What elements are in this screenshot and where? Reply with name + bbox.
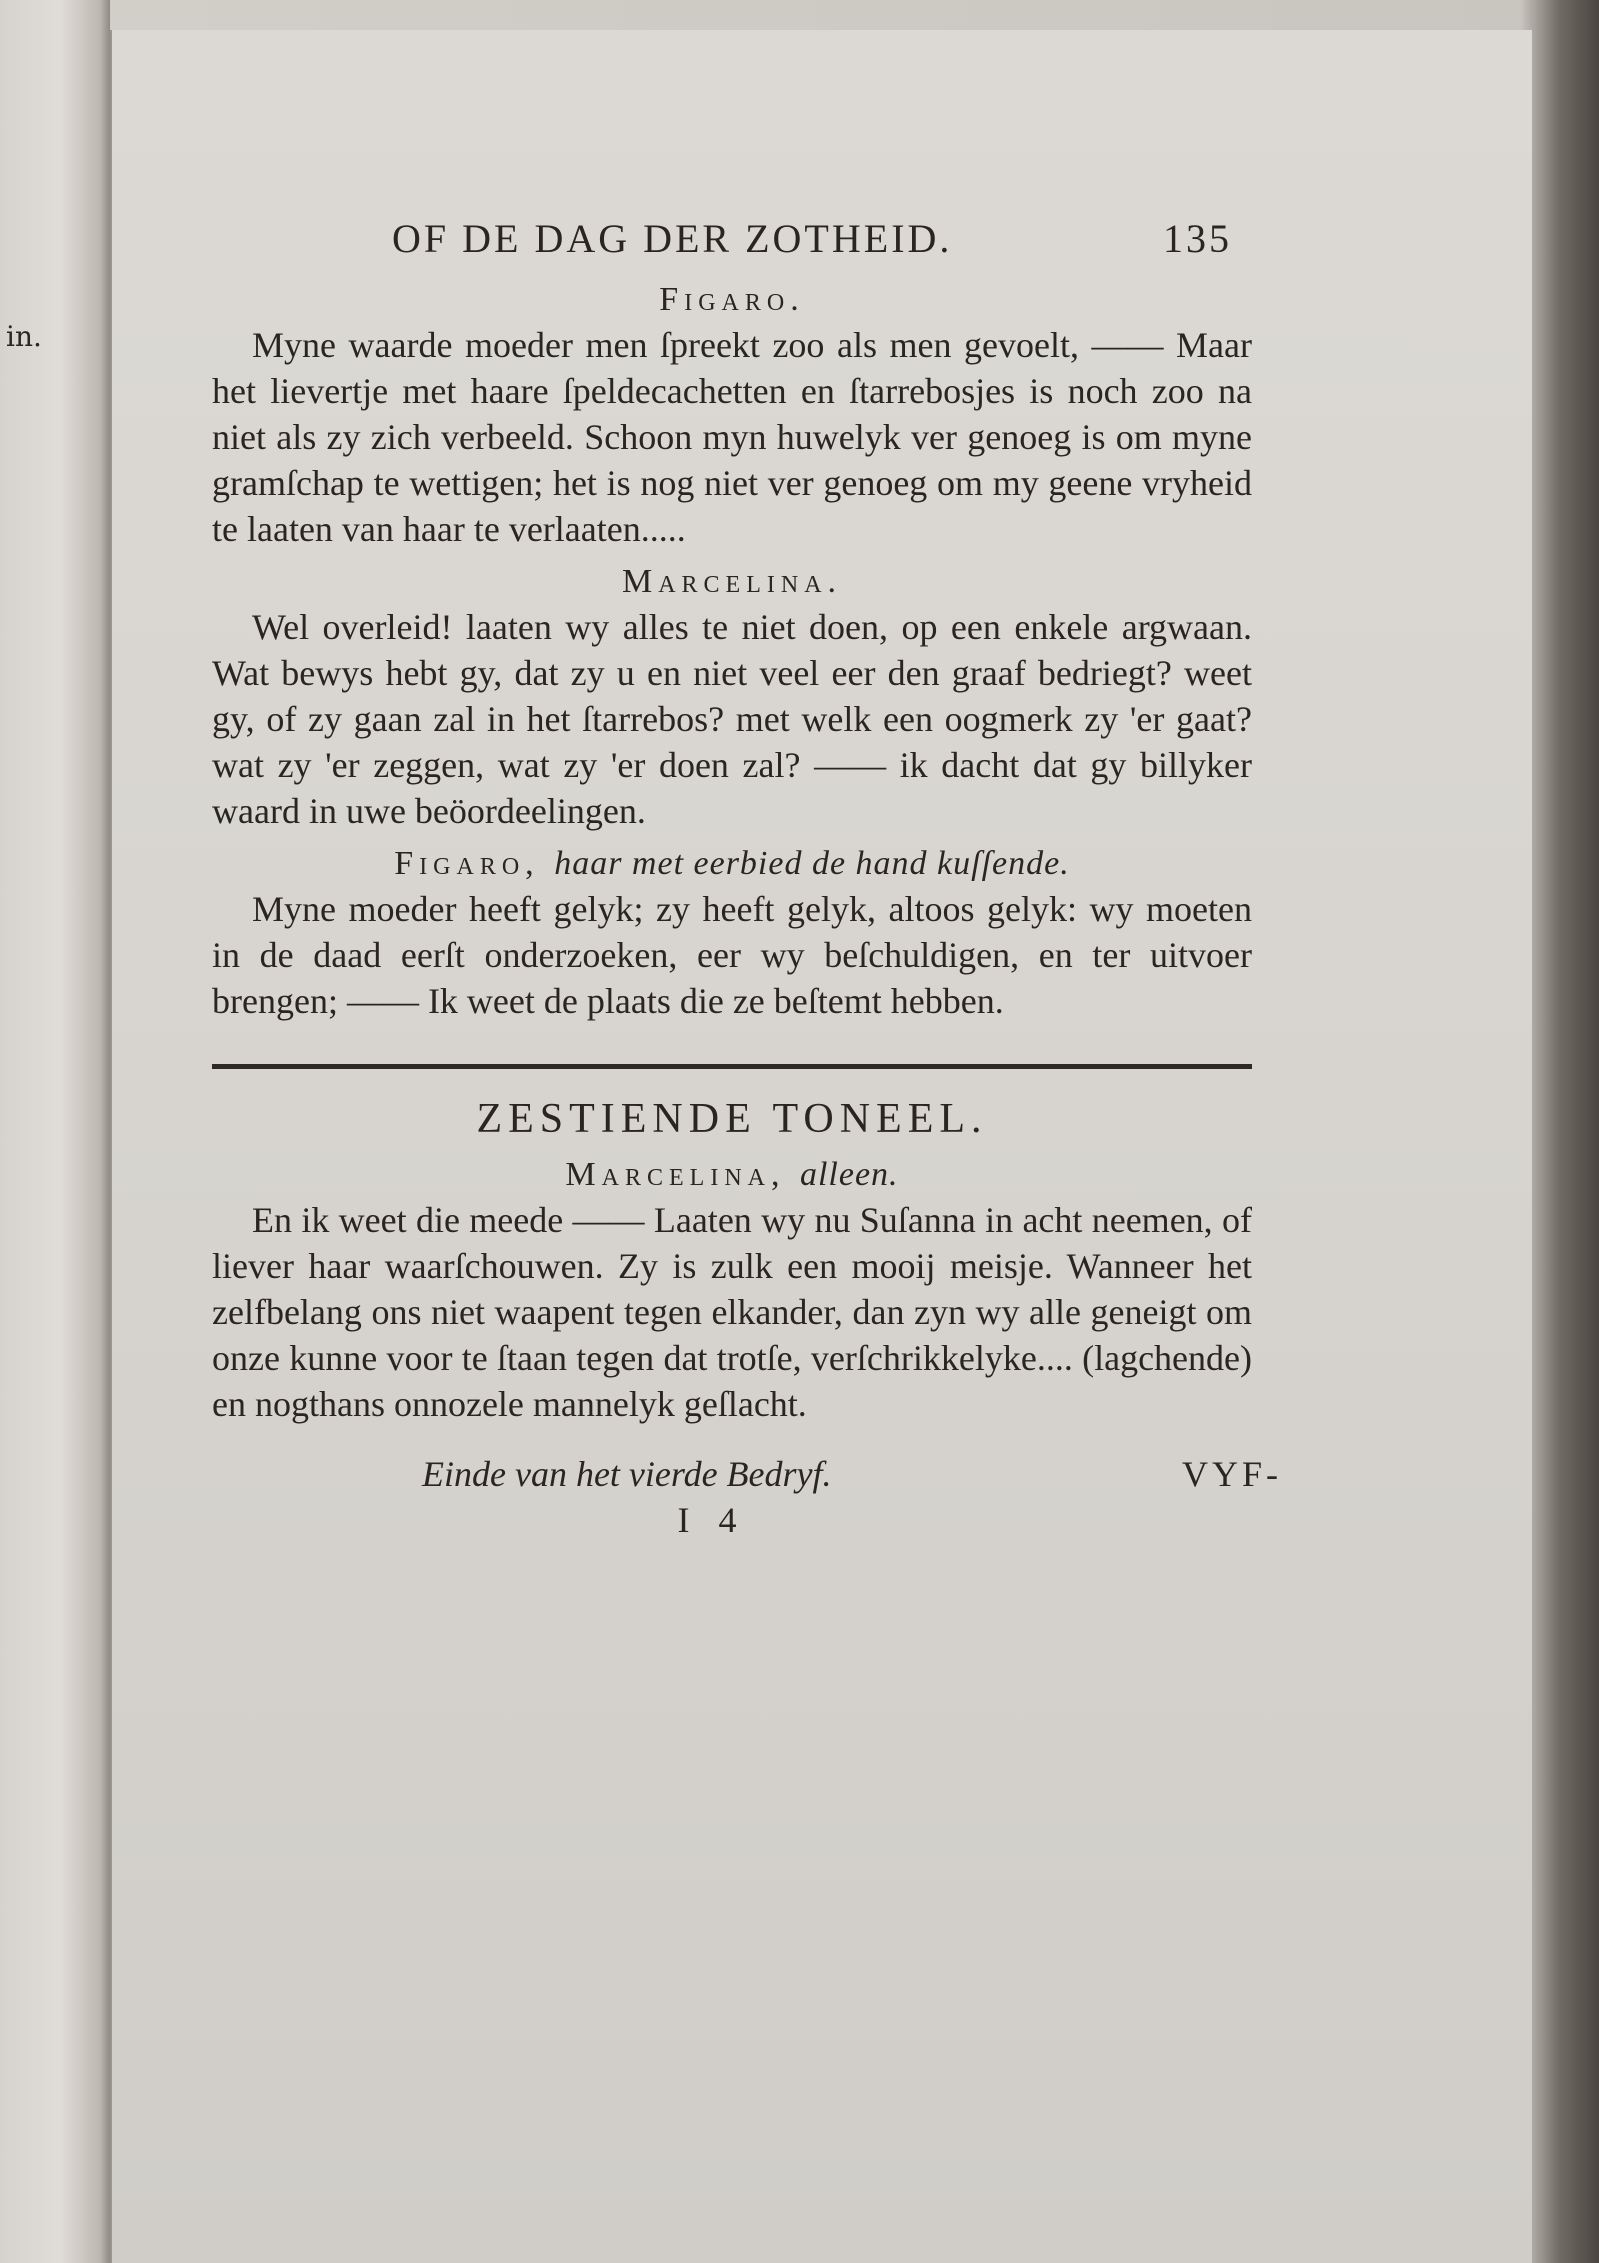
speech-marcelina-2: En ik weet die meede —— Laaten wy nu Suſanna in acht neemen, of liever haar waarſchouwen. Zy is zulk een mooij meisje. Wanneer het zelfbelang ons niet waapent tegen elkander, dan zyn wy alle geneigt om onze kunne voor te ſtaan tegen dat trotſe, verſchrikkelyke.... (lagchende) en nogthans onnozele mannelyk geſlacht. [212, 1200, 1252, 1424]
left-page-mark: in. [6, 320, 42, 353]
page-number: 135 [1163, 216, 1232, 261]
speech-figaro-1: Myne waarde moeder men ſpreekt zoo als men gevoelt, —— Maar het lievertje met haare ſpeldecachetten en ſtarrebosjes is noch zoo na niet als zy zich verbeeld. Schoon myn huwelyk ver genoeg is om myne gramſchap te wettigen; het is nog niet ver genoeg om my geene vryheid te laaten van haar te verlaaten..... [212, 325, 1252, 549]
page-text-block [212, 215, 1282, 1541]
stage-direction-figaro-2: haar met eerbied de hand kuſſende. [554, 845, 1070, 882]
scene-divider [212, 1064, 1252, 1069]
speaker-figaro-1: Figaro. [659, 281, 805, 318]
end-of-act-note: Einde van het vierde Bedryf. [422, 1454, 832, 1494]
speaker-figaro-2 [212, 842, 1252, 886]
stage-direction-marcelina-2: alleen. [799, 1156, 899, 1193]
signature-mark: I 4 [677, 1500, 747, 1540]
speaker-marcelina-2 [212, 1153, 1252, 1197]
book-page [110, 30, 1532, 2263]
left-page-edge [0, 0, 110, 2263]
speech-figaro-2: Myne moeder heeft gelyk; zy heeft gelyk, altoos gelyk: wy moeten in de daad eerſt onderzoeken, eer wy beſchuldigen, en ter uitvoer brengen; —— Ik weet de plaats die ze beſtemt hebben. [212, 889, 1252, 1021]
speech-marcelina-1: Wel overleid! laaten wy alles te niet doen, op een enkele argwaan. Wat bewys hebt gy, dat zy u en niet veel eer den graaf bedriegt? weet gy, of zy gaan zal in het ſtarrebos? met welk een oogmerk zy 'er gaat? wat zy 'er zeggen, wat zy 'er doen zal? —— ik dacht dat gy billyker waard in uwe beöordeelingen. [212, 607, 1252, 831]
speaker-name-figaro-2: Figaro, [394, 845, 540, 882]
scene-title: ZESTIENDE TONEEL. [476, 1096, 988, 1142]
running-head-title: OF DE DAG DER ZOTHEID. [392, 216, 953, 261]
speaker-name-marcelina-2: Marcelina, [565, 1156, 786, 1193]
catchword: VYF- [1181, 1454, 1282, 1494]
running-head [212, 215, 1252, 262]
page-footer [212, 1453, 1282, 1495]
speaker-marcelina-1: Marcelina. [621, 563, 843, 600]
